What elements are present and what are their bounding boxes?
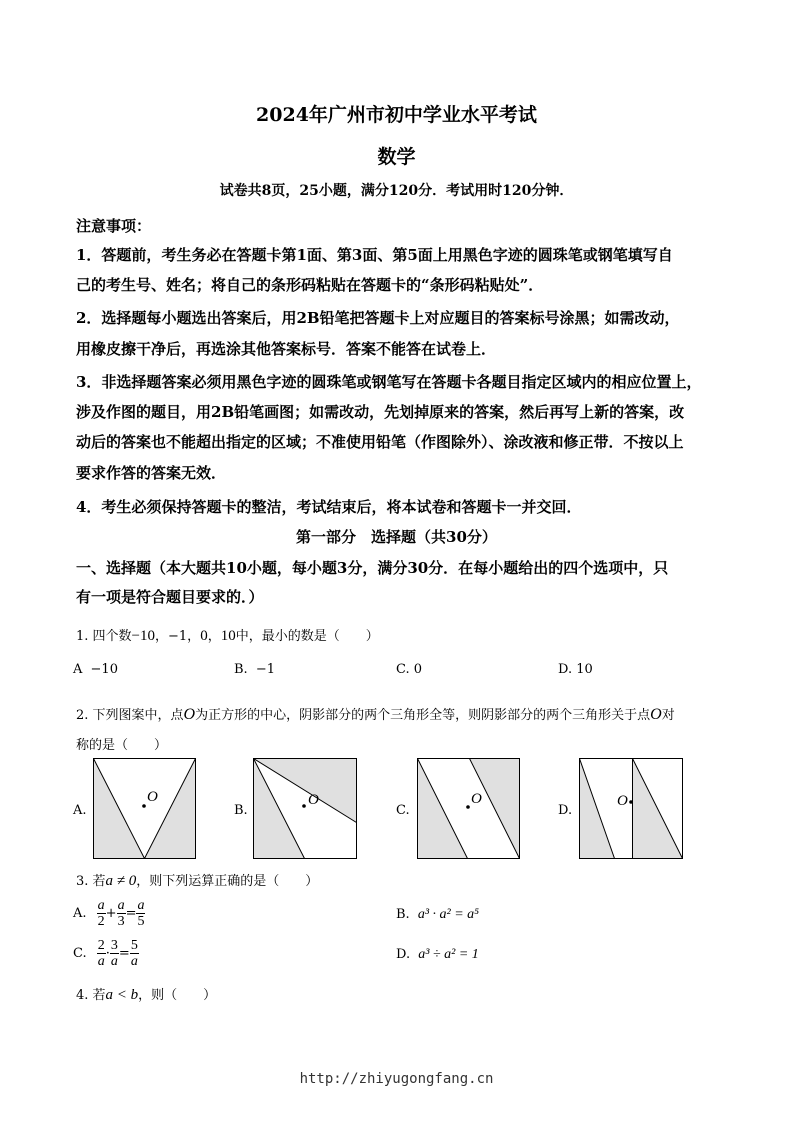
q2-figure-d <box>579 758 683 859</box>
figure-c-triangle-left <box>418 759 468 859</box>
note-4: 4．考生必须保持答题卡的整洁，考试结束后，将本试卷和答题卡一并交回． <box>76 498 582 516</box>
part1-heading: 第一部分 选择题（共30分） <box>296 528 497 546</box>
exam-subject: 数学 <box>377 146 416 168</box>
question-2-line-1: 2. 下列图案中，点O为正方形的中心，阴影部分的两个三角形全等，则阴影部分的两个三角形关于点O对 <box>76 706 675 723</box>
figure-c-center-point <box>466 805 470 809</box>
note-3-line-1: 3．非选择题答案必须用黑色字迹的圆珠笔或钢笔写在答题卡各题目指定区域内的相应位置上， <box>76 373 702 391</box>
figure-a-triangle-left <box>94 759 145 859</box>
section-line-2: 有一项是符合题目要求的．） <box>76 588 264 606</box>
q1-sep-1: ，−1， <box>155 629 201 644</box>
exam-info: 试卷共8页，25小题，满分120分．考试用时120分钟． <box>219 183 574 199</box>
section-line-1: 一、选择题（本大题共10小题，每小题3分，满分30分．在每小题给出的四个选项中，只 <box>76 559 669 577</box>
q1-sep-2: ， <box>207 629 221 644</box>
figure-b-center-point <box>302 804 306 808</box>
q1-suffix: 中，最小的数是（ ） <box>235 629 379 644</box>
q1-option-c: C. 0 <box>396 662 423 677</box>
q3-option-b: B. a³ · a² = a⁵ <box>396 907 480 922</box>
q3-option-d: D. a³ ÷ a² = 1 <box>396 947 479 962</box>
q1-option-b: B. −1 <box>234 662 275 677</box>
question-3: 3. 若a ≠ 0，则下列运算正确的是（ ） <box>76 873 319 889</box>
figure-c-triangle-right <box>470 759 520 859</box>
note-2-line-2: 用橡皮擦干净后，再选涂其他答案标号．答案不能答在试卷上． <box>76 340 497 358</box>
figure-c-center-label: O <box>471 791 482 807</box>
q2-label-c: C. <box>396 803 410 818</box>
figure-d-triangle-right <box>633 759 683 859</box>
q1-number-1: −10 <box>131 628 156 644</box>
note-3-line-4: 要求作答的答案无效． <box>76 464 227 482</box>
question-4: 4. 若a < b，则（ ） <box>76 987 217 1003</box>
q1-option-d: D. 10 <box>558 662 593 677</box>
q3-option-a: A. $\frac{a}{2}$ + $\frac{a}{3}$ = $\frac{a}{5}$ <box>73 898 145 929</box>
exam-title: 2024年广州市初中学业水平考试 <box>256 104 537 126</box>
figure-d-triangle-left <box>580 759 615 859</box>
question-1 <box>76 625 379 645</box>
q2-figure-a <box>93 758 196 859</box>
q2-figure-c <box>417 758 520 859</box>
q2-label-d: D. <box>558 803 573 818</box>
q1-option-a: A −10 <box>73 662 118 677</box>
figure-a-triangle-right <box>145 759 196 859</box>
q2-label-b: B. <box>234 803 248 818</box>
note-3-line-2: 涉及作图的题目，用2B铅笔画图；如需改动，先划掉原来的答案，然后再写上新的答案，改 <box>76 403 685 421</box>
note-2-line-1: 2．选择题每小题选出答案后，用2B铅笔把答题卡上对应题目的答案标号涂黑；如需改动， <box>76 309 680 327</box>
notes-heading: 注意事项： <box>76 217 152 235</box>
q3-option-c: C. $\frac{2}{a}$ · $\frac{3}{a}$ = $\frac{5}{a}$ <box>73 938 138 969</box>
q2-label-a: A. <box>73 803 87 818</box>
question-2-line-2: 称的是（ ） <box>76 738 168 753</box>
footer-url[interactable]: http://zhiyugongfang.cn <box>299 1071 494 1087</box>
q2-figure-b <box>253 758 357 859</box>
q1-prefix: 1. 四个数 <box>76 629 132 644</box>
note-1-line-1: 1．答题前，考生务必在答题卡第1面、第3面、第5面上用黑色字迹的圆珠笔或钢笔填写自 <box>76 246 673 264</box>
q1-number-2: 0 <box>200 628 208 644</box>
figure-a-center-label: O <box>147 789 158 805</box>
figure-b-center-label: O <box>308 792 319 808</box>
figure-d-center-point <box>629 800 633 804</box>
figure-d-center-label: O <box>617 793 628 809</box>
figure-a-center-point <box>142 804 146 808</box>
q1-number-3: 10 <box>220 628 236 644</box>
note-1-line-2: 己的考生号、姓名；将自己的条形码粘贴在答题卡的“条形码粘贴处”． <box>76 276 544 294</box>
note-3-line-3: 动后的答案也不能超出指定的区域；不准使用铅笔（作图除外）、涂改液和修正带．不按以上 <box>76 433 684 451</box>
